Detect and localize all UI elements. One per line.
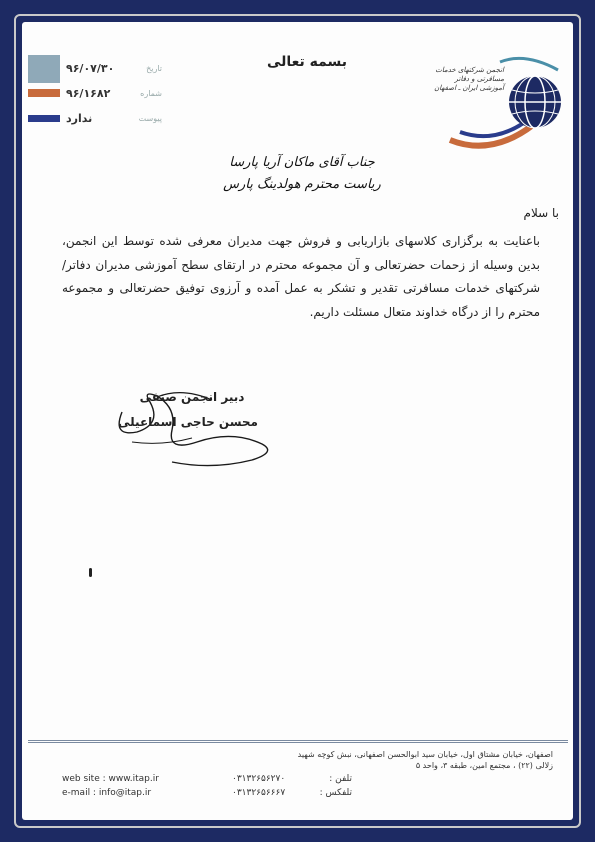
letter-sheet [22, 22, 573, 820]
meta-label: تاریخ [146, 63, 162, 73]
website-text: web site : www.itap.ir [62, 774, 159, 784]
body-paragraph: باعنایت به برگزاری کلاسهای بازاریابی و فروش جهت مدیران معرفی شده توسط این انجمن، بدین وسیله از زحمات حضرتعالی و آن مجموعه محترم در ارتقای سطح آموزشی مدیران دفاتر/ شرکتهای خدمات مسافرتی تقدیر و تشکر به عمل آمده و آرزوی توفیق حضرتعالی و مجموعه محترم را از درگاه خداوند متعال مسئلت داریم. [62, 234, 540, 319]
meta-label: شماره [140, 88, 162, 98]
fax-label: تلفکس : [319, 788, 352, 798]
meta-value: ۹۶/۱۶۸۲ [66, 86, 111, 100]
basmala-heading: بسمه تعالی [266, 54, 348, 70]
address-line-2: زلالی (۲۲) ، مجتمع امین، طبقه ۳، واحد ۵ [415, 761, 553, 770]
organization-logo [430, 40, 570, 150]
recipient-title: ریاست محترم هولدینگ پارس [223, 177, 381, 192]
recipient-block [212, 152, 392, 196]
meta-number [28, 83, 168, 103]
letter-meta [28, 58, 168, 133]
letter-body [62, 230, 540, 324]
address-line-1: اصفهان، خیابان مشتاق اول، خیابان سید ابوالحسن اصفهانی، نبش کوچه شهید [297, 750, 553, 759]
meta-label: پیوست [138, 113, 162, 123]
phone-label: تلفن : [329, 774, 352, 784]
meta-attachment [28, 108, 168, 128]
logo-text: انجمن شرکتهای خدمات مسافرتی و دفاتر آموزشی ایران ـ اصفهان [434, 66, 504, 92]
meta-color-swatch [28, 115, 60, 122]
footer-phones [232, 772, 352, 800]
signature-title: دبیر انجمن صنفی [139, 390, 245, 404]
meta-color-swatch [28, 89, 60, 97]
ink-mark [89, 568, 92, 577]
meta-value: ۹۶/۰۷/۳۰ [66, 61, 115, 75]
footer-contacts [62, 772, 222, 800]
footer-divider [28, 740, 568, 743]
recipient-name: جناب آقای ماکان آریا پارسا [229, 155, 375, 170]
fax-number: ۰۳۱۳۲۶۵۶۶۶۷ [232, 788, 286, 798]
greeting: با سلام [523, 206, 559, 220]
meta-date [28, 58, 168, 78]
footer-address [253, 749, 553, 771]
meta-color-swatch [28, 55, 60, 83]
email-text: e-mail : info@itap.ir [62, 788, 152, 798]
meta-value: ندارد [66, 111, 93, 125]
phone-number: ۰۳۱۳۲۶۵۶۲۷۰ [232, 774, 286, 784]
globe-logo-icon [430, 40, 570, 150]
signature-name: محسن حاجی اسماعیلی [118, 415, 258, 429]
